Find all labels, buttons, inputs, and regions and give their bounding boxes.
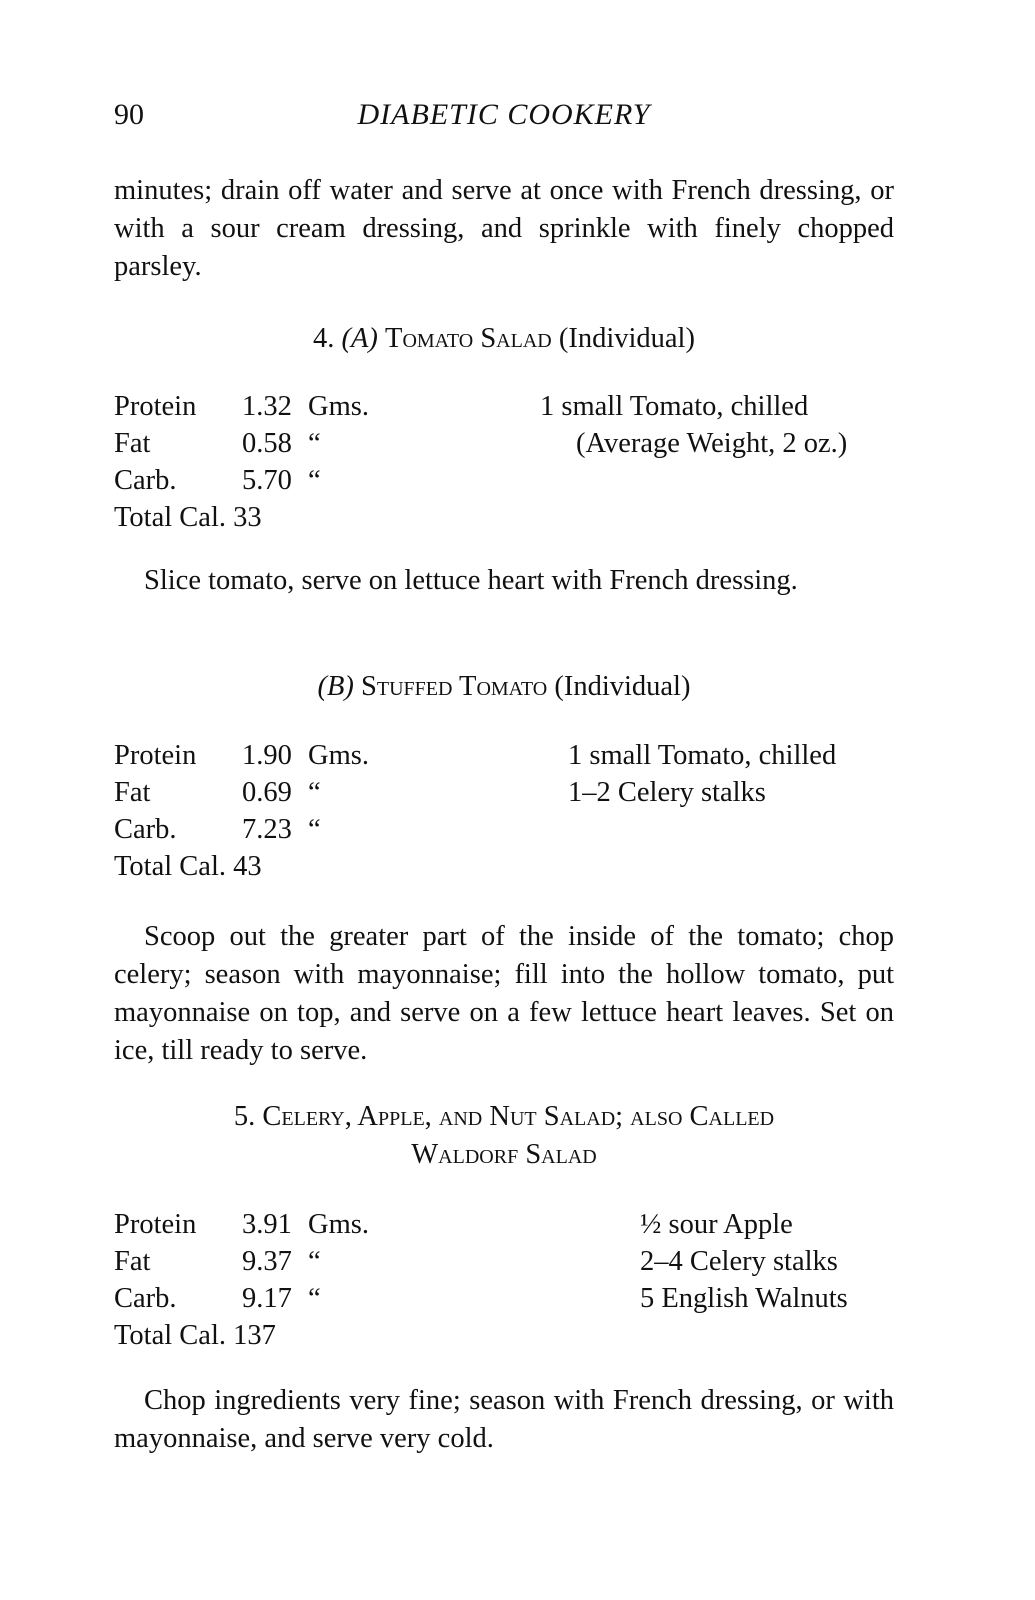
nutrient-value: 7.23 [242, 814, 292, 845]
recipe-5-number: 5. [233, 1101, 256, 1132]
nutrient-label: Carb. [114, 465, 177, 496]
recipe-4a-qualifier: (Individual) [558, 323, 695, 354]
nutrient-value: 9.17 [242, 1283, 292, 1314]
total-calories-row [114, 848, 369, 885]
page-number: 90 [114, 98, 144, 131]
recipe-4b-title: Stuffed Tomato [361, 671, 548, 702]
total-calories-value: 33 [233, 502, 262, 533]
nutrition-row [114, 811, 369, 848]
recipe-5-title-line1: Celery, Apple, and Nut Salad; also Called [262, 1101, 775, 1132]
recipe-4a-letter: (A) [341, 323, 378, 354]
nutrient-unit: Gms. [308, 740, 369, 771]
nutrient-unit: “ [308, 1283, 321, 1314]
nutrient-label: Protein [114, 391, 197, 422]
nutrition-row [114, 774, 369, 811]
intro-paragraph-block [114, 172, 894, 286]
recipe-4a-title: Tomato Salad [385, 323, 552, 354]
total-calories-value: 43 [233, 851, 262, 882]
page-header [114, 98, 894, 142]
ingredient-line: 2–4 Celery stalks [640, 1246, 838, 1277]
recipe-4b-nutrition [114, 737, 369, 885]
ingredient-line: (Average Weight, 2 oz.) [576, 428, 848, 459]
nutrient-label: Fat [114, 1246, 151, 1277]
recipe-5-heading-line1 [114, 1098, 894, 1136]
nutrient-label: Fat [114, 777, 151, 808]
recipe-4b-instructions: Scoop out the greater part of the inside of the tomato; chop celery; season with mayonnaise; fill into the hollow tomato, put mayonnaise on top, and serve on a few lettuce heart leaves. Set on ice, till ready to serve. [114, 921, 894, 1066]
nutrient-label: Protein [114, 1209, 197, 1240]
nutrition-row [114, 1206, 369, 1243]
nutrient-unit: “ [308, 428, 321, 459]
total-calories-label: Total Cal. [114, 502, 226, 533]
ingredient-line: 5 English Walnuts [640, 1283, 848, 1314]
recipe-4b-letter: (B) [317, 671, 354, 702]
nutrient-label: Carb. [114, 814, 177, 845]
nutrient-value: 1.90 [242, 740, 292, 771]
recipe-4a-heading [114, 320, 894, 358]
recipe-4a-ingredients [540, 388, 847, 462]
nutrition-row [114, 737, 369, 774]
recipe-4a-nutrition [114, 388, 369, 536]
total-calories-label: Total Cal. [114, 851, 226, 882]
intro-paragraph: minutes; drain off water and serve at once with French dressing, or with a sour cream dressing, and sprinkle with finely chopped parsley. [114, 175, 894, 282]
nutrition-row [114, 388, 369, 425]
nutrient-value: 0.58 [242, 428, 292, 459]
ingredient-line: 1–2 Celery stalks [568, 777, 766, 808]
running-title: DIABETIC COOKERY [357, 98, 651, 131]
nutrient-value: 9.37 [242, 1246, 292, 1277]
nutrient-unit: “ [308, 465, 321, 496]
recipe-5-heading [114, 1098, 894, 1174]
recipe-5-title-line2: Waldorf Salad [411, 1139, 597, 1170]
nutrient-label: Carb. [114, 1283, 177, 1314]
recipe-5-instructions: Chop ingredients very fine; season with French dressing, or with mayonnaise, and serve very cold. [114, 1385, 894, 1454]
nutrient-label: Fat [114, 428, 151, 459]
ingredient-line: 1 small Tomato, chilled [540, 391, 809, 422]
total-calories-value: 137 [233, 1320, 276, 1351]
nutrient-value: 1.32 [242, 391, 292, 422]
nutrient-unit: “ [308, 1246, 321, 1277]
nutrient-value: 5.70 [242, 465, 292, 496]
nutrient-value: 0.69 [242, 777, 292, 808]
nutrient-value: 3.91 [242, 1209, 292, 1240]
nutrition-row [114, 425, 369, 462]
nutrition-row [114, 1243, 369, 1280]
total-calories-row [114, 1317, 369, 1354]
recipe-4b-heading [114, 668, 894, 706]
nutrition-row [114, 462, 369, 499]
recipe-4b-qualifier: (Individual) [554, 671, 691, 702]
recipe-5-ingredients [640, 1206, 848, 1317]
recipe-4b-ingredients [568, 737, 836, 811]
nutrient-label: Protein [114, 740, 197, 771]
ingredient-line: 1 small Tomato, chilled [568, 740, 837, 771]
nutrient-unit: Gms. [308, 391, 369, 422]
recipe-5-instructions-block [114, 1382, 894, 1458]
total-calories-label: Total Cal. [114, 1320, 226, 1351]
ingredient-line: ½ sour Apple [640, 1209, 793, 1240]
nutrient-unit: “ [308, 814, 321, 845]
nutrient-unit: “ [308, 777, 321, 808]
recipe-5-nutrition [114, 1206, 369, 1354]
total-calories-row [114, 499, 369, 536]
recipe-4a-number: 4. [313, 323, 335, 354]
recipe-4a-instructions: Slice tomato, serve on lettuce heart with French dressing. [144, 565, 798, 596]
recipe-4b-instructions-block [114, 918, 894, 1070]
nutrition-row [114, 1280, 369, 1317]
recipe-4a-instructions-block [114, 562, 894, 600]
nutrient-unit: Gms. [308, 1209, 369, 1240]
